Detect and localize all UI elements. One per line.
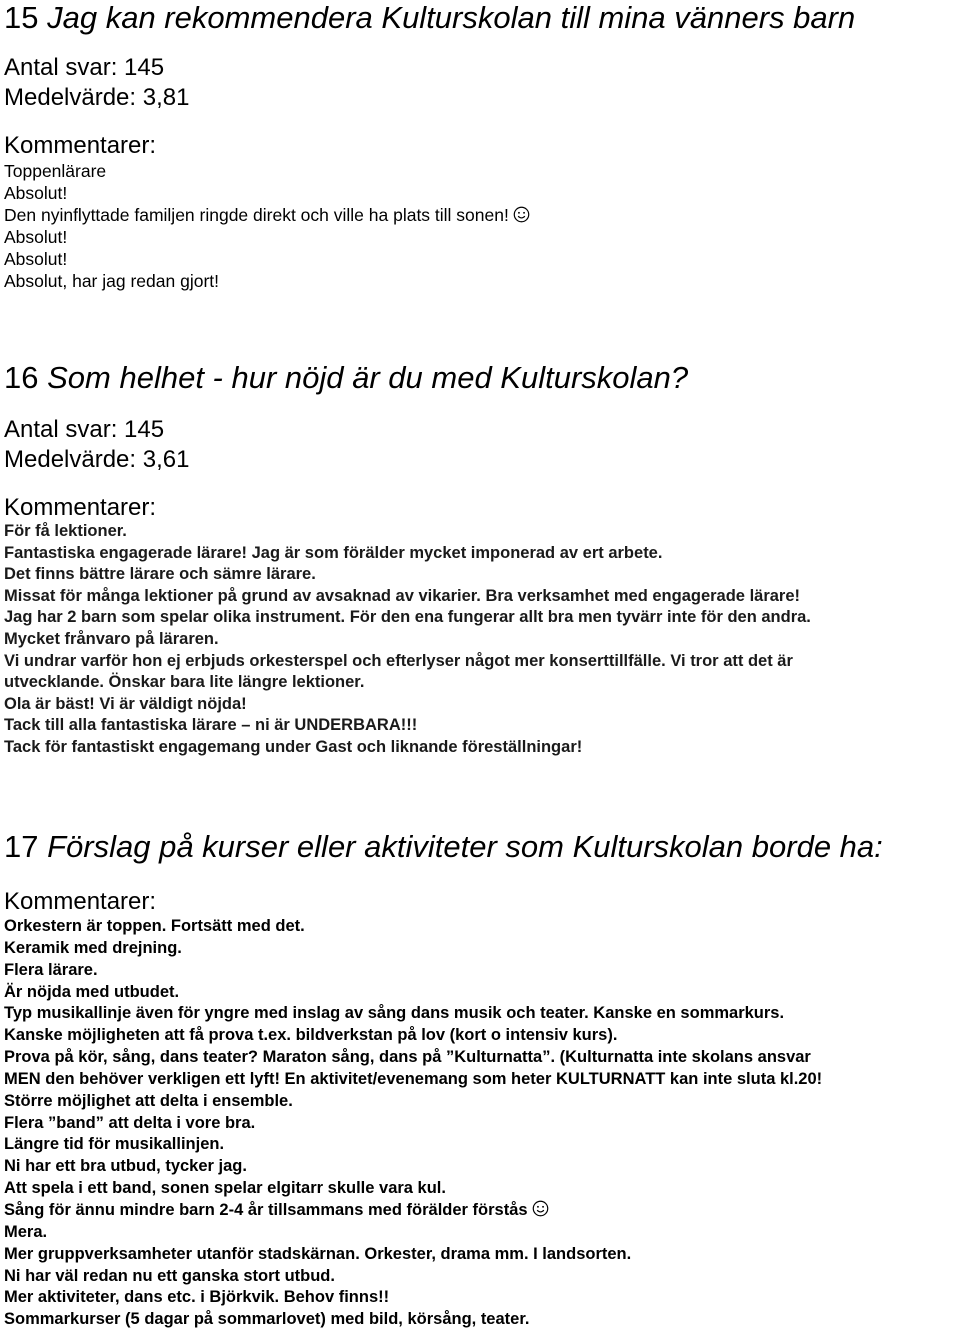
question-16-heading [4, 360, 688, 396]
comment-item: Absolut! [4, 249, 68, 269]
comment-item: Att spela i ett band, sonen spelar elgitarr skulle vara kul. [4, 1179, 446, 1198]
comment-item: Större möjlighet att delta i ensemble. [4, 1091, 293, 1110]
comment-item: Är nöjda med utbudet. [4, 982, 180, 1001]
comment-item: Typ musikallinje även för yngre med inslag av sång dans musik och teater. Kanske en sommarkurs. [4, 1004, 785, 1023]
comment-item: Fantastiska engagerade lärare! Jag är som förälder mycket imponerad av ert arbete. [4, 543, 663, 562]
comments-list [4, 916, 956, 1331]
comment-item: Flera ”band” att delta i vore bra. [4, 1113, 256, 1132]
comments-label: Kommentarer: [4, 132, 157, 159]
mean-value: Medelvärde: 3,81 [4, 84, 190, 111]
question-title: Som helhet - hur nöjd är du med Kulturskolan? [47, 360, 689, 395]
comment-item: utvecklande. Önskar bara lite längre lektioner. [4, 673, 365, 692]
answer-count: Antal svar: 145 [4, 54, 165, 81]
mean-value: Medelvärde: 3,61 [4, 446, 190, 473]
comment-item: Vi undrar varför hon ej erbjuds orkesterspel och efterlyser något mer konserttillfälle. Vi tror att det är [4, 651, 793, 670]
comment-item: Flera lärare. [4, 960, 98, 979]
comment-item: Missat för många lektioner på grund av avsaknad av vikarier. Bra verksamhet med engagerade lärare! [4, 586, 801, 605]
comments-list [4, 160, 956, 292]
question-number: 15 [4, 0, 39, 35]
comment-item: MEN den behöver verkligen ett lyft! En aktivitet/evenemang som heter KULTURNATT kan inte sluta kl.20! [4, 1069, 823, 1088]
comment-item: Toppenlärare [4, 161, 107, 181]
comment-item: Absolut! [4, 227, 68, 247]
comment-item: Tack för fantastiskt engagemang under Gast och liknande föreställningar! [4, 737, 583, 756]
smiley-icon [513, 206, 530, 223]
comment-item: Absolut! [4, 183, 68, 203]
comment-item: Orkestern är toppen. Fortsätt med det. [4, 917, 305, 935]
comment-item: Längre tid för musikallinjen. [4, 1135, 225, 1154]
comment-item: Mer gruppverksamheter utanför stadskärnan. Orkester, drama mm. I landsorten. [4, 1244, 632, 1263]
answer-count: Antal svar: 145 [4, 416, 165, 443]
comment-item: Mera. [4, 1222, 48, 1241]
comment-item: Ni har väl redan nu ett ganska stort utbud. [4, 1266, 335, 1285]
comment-item: Det finns bättre lärare och sämre lärare. [4, 565, 316, 584]
question-17-heading [4, 829, 883, 865]
comment-item: Prova på kör, sång, dans teater? Maraton sång, dans på ”Kulturnatta”. (Kulturnatta inte skolans ansvar [4, 1048, 811, 1067]
comment-item [4, 1200, 956, 1222]
comment-item: Ola är bäst! Vi är väldigt nöjda! [4, 694, 247, 713]
comment-item: Kanske möjligheten att få prova t.ex. bildverkstan på lov (kort o intensiv kurs). [4, 1026, 618, 1045]
comment-item: Absolut, har jag redan gjort! [4, 271, 219, 291]
comment-item: Tack till alla fantastiska lärare – ni är UNDERBARA!!! [4, 716, 418, 735]
comment-item: Keramik med drejning. [4, 938, 182, 957]
comment-item [4, 204, 956, 226]
comment-item: Sommarkurser (5 dagar på sommarlovet) med bild, körsång, teater. [4, 1310, 530, 1329]
question-number: 16 [4, 360, 39, 395]
question-15-heading [4, 0, 855, 36]
question-number: 17 [4, 829, 39, 864]
comment-item: Mer aktiviteter, dans etc. i Björkvik. Behov finns!! [4, 1288, 390, 1307]
question-title: Jag kan rekommendera Kulturskolan till mina vänners barn [47, 0, 856, 35]
comments-label: Kommentarer: [4, 888, 157, 915]
comment-item: Mycket frånvaro på läraren. [4, 629, 219, 648]
comments-label: Kommentarer: [4, 494, 157, 521]
comment-item: Ni har ett bra utbud, tycker jag. [4, 1157, 247, 1176]
comment-item: För få lektioner. [4, 522, 127, 540]
comment-text: Sång för ännu mindre barn 2-4 år tillsammans med förälder förstås [4, 1200, 528, 1219]
comment-text: Den nyinflyttade familjen ringde direkt och ville ha plats till sonen! [4, 205, 509, 225]
comments-list [4, 521, 956, 759]
smiley-icon [532, 1200, 549, 1217]
question-title: Förslag på kurser eller aktiviteter som Kulturskolan borde ha: [47, 829, 883, 864]
comment-item: Jag har 2 barn som spelar olika instrument. För den ena fungerar allt bra men tyvärr inte för den andra. [4, 608, 811, 627]
